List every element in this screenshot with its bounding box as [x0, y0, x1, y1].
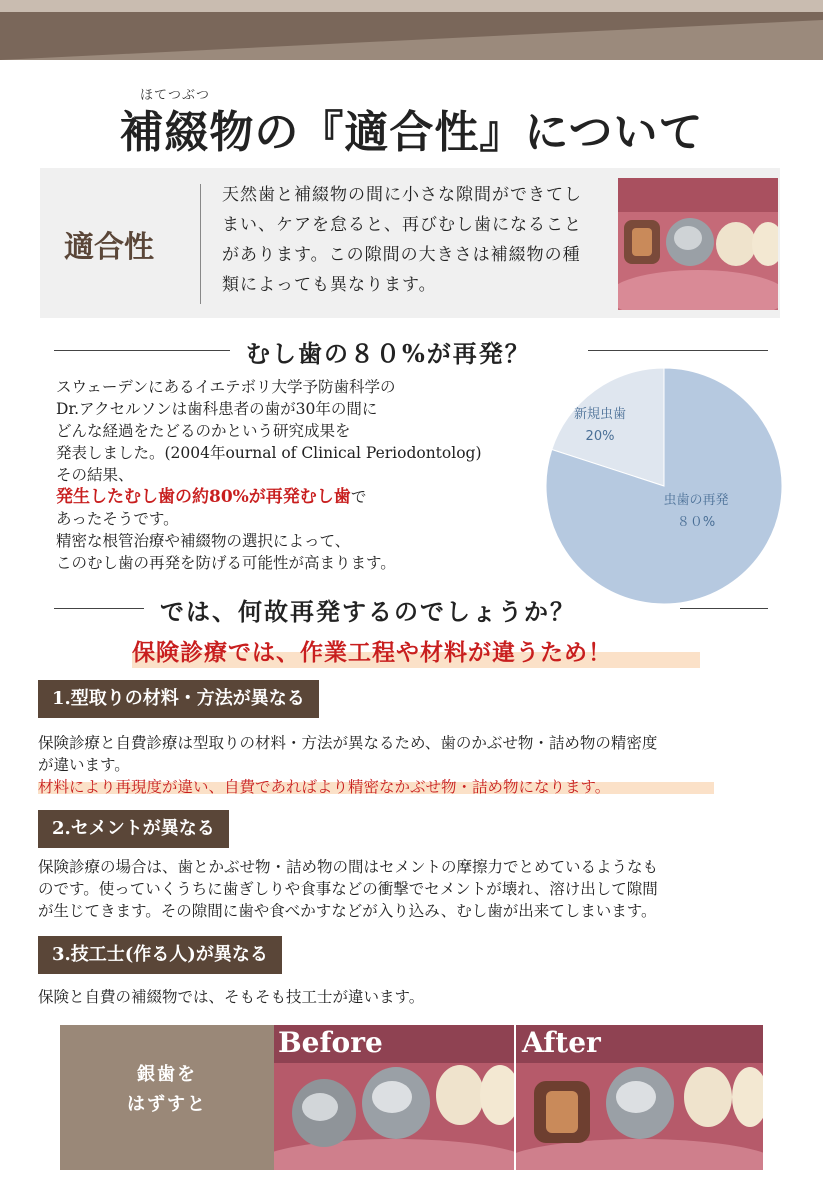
- study-highlight-suffix: で: [350, 488, 367, 506]
- study-line: その結果、: [56, 466, 134, 484]
- reason-line: が生じてきます。その隙間に歯や食べかすなどが入り込み、むし歯が出来てしまいます。: [38, 902, 657, 920]
- study-line: どんな経過をたどるのかという研究成果を: [56, 422, 351, 440]
- study-highlight: 発生したむし歯の約80%が再発むし歯: [56, 487, 351, 507]
- recurrence-pie-chart: [544, 366, 784, 606]
- study-line: このむし歯の再発を防げる可能性が高まります。: [56, 554, 396, 572]
- before-label: Before: [278, 1026, 383, 1059]
- why-answer: 保険診療では、作業工程や材料が違うため！: [132, 639, 612, 666]
- definition-line: まい、ケアを怠ると、再びむし歯になること: [222, 215, 582, 235]
- reason-line: 保険と自費の補綴物では、そもそも技工士が違います。: [38, 988, 425, 1006]
- reason-2-text: [38, 856, 783, 922]
- why-heading: では、何故再発するのでしょうか？: [160, 597, 576, 626]
- study-line: 精密な根管治療や補綴物の選択によって、: [56, 532, 351, 550]
- reason-line: 保険診療と自費診療は型取りの材料・方法が異なるため、歯のかぶせ物・詰め物の精密度: [38, 734, 658, 752]
- reason-3-heading: 3.技工士(作る人)が異なる: [38, 936, 282, 974]
- comparison-label-line: 銀歯を: [137, 1064, 197, 1085]
- reason-line: のです。使っていくうちに歯ぎしりや食事などの衝撃でセメントが壊れ、溶け出して隙間: [38, 880, 658, 898]
- title-ruby: ほてつぶつ: [140, 88, 211, 103]
- heading-rule-left: [54, 608, 144, 609]
- page-title: 補綴物の『適合性』について: [119, 107, 704, 158]
- reason-line: 保険診療の場合は、歯とかぶせ物・詰め物の間はセメントの摩擦力でとめているようなも: [38, 858, 659, 876]
- definition-line: 天然歯と補綴物の間に小さな隙間ができてし: [222, 185, 582, 205]
- tooth-gap-photo: [618, 178, 778, 310]
- heading-rule-left: [54, 350, 230, 351]
- header-top-stripe: [0, 0, 823, 12]
- heading-rule-right: [680, 608, 768, 609]
- study-line: Dr.アクセルソンは歯科患者の歯が30年の間に: [56, 400, 378, 418]
- study-line: スウェーデンにあるイエテボリ大学予防歯科学の: [56, 378, 396, 396]
- reason-1-heading: 1.型取りの材料・方法が異なる: [38, 680, 319, 718]
- pie-value-label: 20%: [585, 429, 615, 444]
- study-line: 発表しました。(2004年ournal of Clinical Periodontolog): [56, 444, 482, 462]
- pie-category-label: 虫歯の再発: [663, 493, 729, 508]
- definition-line: 類によっても異なります。: [222, 275, 437, 295]
- reason-3-text: [38, 986, 778, 1008]
- comparison-label-line: はずすと: [127, 1094, 207, 1115]
- definition-line: があります。この隙間の大きさは補綴物の種: [222, 245, 581, 265]
- study-line: あったそうです。: [56, 510, 179, 528]
- study-paragraph: [56, 376, 536, 574]
- pie-category-label: 新規虫歯: [573, 407, 627, 422]
- definition-label: 適合性: [64, 230, 154, 265]
- header-band: [0, 12, 823, 60]
- pie-value-label: ８０%: [676, 515, 716, 530]
- after-label: After: [522, 1026, 601, 1059]
- study-highlight-line: [56, 486, 536, 508]
- reason-line: が違います。: [38, 756, 130, 774]
- reason-1-text: [38, 732, 778, 776]
- reason-2-heading: 2.セメントが異なる: [38, 810, 229, 848]
- comparison-label: [60, 1060, 274, 1120]
- definition-text: [222, 180, 612, 300]
- recurrence-heading: むし歯の８０%が再発？: [246, 339, 531, 368]
- definition-divider: [200, 184, 201, 304]
- heading-rule-right: [588, 350, 768, 351]
- reason-1-emphasis: 材料により再現度が違い、自費であればより精密なかぶせ物・詰め物になります。: [38, 778, 611, 796]
